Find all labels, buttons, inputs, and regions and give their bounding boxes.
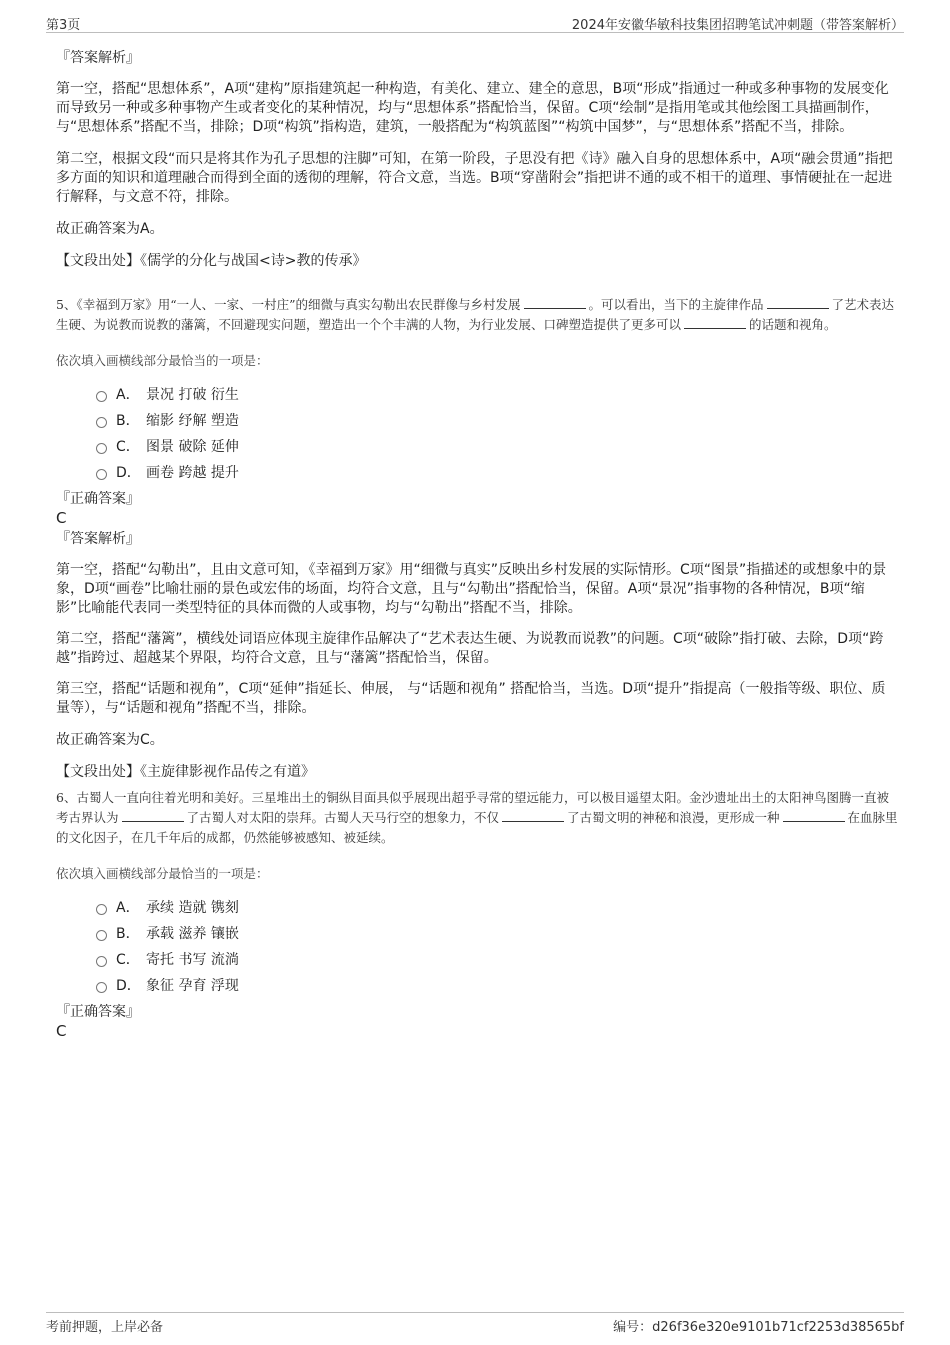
blank (502, 809, 564, 822)
q5-option-d[interactable]: D． 画卷 跨越 提升 (96, 459, 898, 485)
q6-option-d[interactable]: D． 象征 孕育 浮现 (96, 972, 898, 998)
q6-correct-label: 『正确答案』 (56, 1004, 140, 1020)
q5-correct-answer: C (56, 509, 67, 527)
q5-source: 【文段出处】《主旋律影视作品传之有道》 (56, 764, 315, 780)
document-id: 编号：d26f36e320e9101b71cf2253d38565bf (613, 1320, 904, 1335)
q5-options (96, 381, 898, 485)
radio-icon[interactable] (96, 956, 107, 967)
radio-icon[interactable] (96, 982, 107, 993)
q6-option-b[interactable]: B． 承载 滋养 镶嵌 (96, 920, 898, 946)
document-body (56, 48, 898, 1040)
q5-instruction: 依次填入画横线部分最恰当的一项是： (56, 353, 269, 368)
page-header (46, 12, 904, 33)
q4-analysis-p2: 第二空，根据文段“而只是将其作为孔子思想的注脚”可知，在第一阶段，子思没有把《诗》融入自身的思想体系中，A项“融会贯通”指把多方面的知识和道理融合而得到全面的透彻的理解，符合文意，当选。B项“穿凿附会”指把讲不通的或不相干的道理、事情硬扯在一起进行解释，与文意不符，排除。 (56, 151, 893, 205)
footer-slogan: 考前押题，上岸必备 (46, 1320, 164, 1335)
blank (524, 296, 586, 309)
q6-stem: 6、古蜀人一直向往着光明和美好。三星堆出土的铜纵目面具似乎展现出超乎寻常的望远能力，可以极目遥望太阳。金沙遗址出土的太阳神鸟图腾一直被考古界认为 了古蜀人对太阳的崇拜。古蜀人天马行空的想象力，不仅 了古蜀文明的神秘和浪漫，更形成一种 在血脉里的文化因子，在几千年后的成都，仍然能够被感知、被延续。 (56, 790, 898, 845)
q4-analysis-p1: 第一空，搭配“思想体系”，A项“建构”原指建筑起一种构造，有美化、建立、建全的意思，B项“形成”指通过一种或多种事物的发展变化而导致另一种或多种事物产生或者变化的某种情况，均与“思想体系”搭配恰当，保留。C项“绘制”是指用笔或其他绘图工具描画制作，与“思想体系”搭配不当，排除；D项“构筑”指构造，建筑，一般搭配为“构筑蓝图”“构筑中国梦”，与“思想体系”搭配不当，排除。 (56, 81, 889, 135)
q5-option-b[interactable]: B． 缩影 纾解 塑造 (96, 407, 898, 433)
radio-icon[interactable] (96, 469, 107, 480)
radio-icon[interactable] (96, 443, 107, 454)
radio-icon[interactable] (96, 391, 107, 402)
q6-option-c[interactable]: C． 寄托 书写 流淌 (96, 946, 898, 972)
q5-analysis-label: 『答案解析』 (56, 531, 140, 547)
blank (783, 809, 845, 822)
q6-options (96, 894, 898, 998)
blank (684, 316, 746, 329)
q5-option-c[interactable]: C． 图景 破除 延伸 (96, 433, 898, 459)
blank (122, 809, 184, 822)
document-title: 2024年安徽华敏科技集团招聘笔试冲刺题（带答案解析） (571, 18, 904, 33)
q4-conclusion: 故正确答案为A。 (56, 221, 164, 237)
q6-option-a[interactable]: A． 承续 造就 镌刻 (96, 894, 898, 920)
q5-stem: 5、《幸福到万家》用“一人、一家、一村庄”的细微与真实勾勒出农民群像与乡村发展 。可以看出，当下的主旋律作品 了艺术表达生硬、为说教而说教的藩篱，不回避现实问题，塑造出一个个丰满的人物，为行业发展、口碑塑造提供了更多可以 的话题和视角。 (56, 297, 895, 332)
q5-option-a[interactable]: A． 景况 打破 衍生 (96, 381, 898, 407)
q5-analysis-p2: 第二空，搭配“藩篱”，横线处词语应体现主旋律作品解决了“艺术表达生硬、为说教而说教”的问题。C项“破除”指打破、去除，D项“跨越”指跨过、超越某个界限，均符合文意，且与“藩篱”搭配恰当，保留。 (56, 631, 884, 666)
q6-instruction: 依次填入画横线部分最恰当的一项是： (56, 866, 269, 881)
q5-correct-label: 『正确答案』 (56, 491, 140, 507)
radio-icon[interactable] (96, 417, 107, 428)
blank (767, 296, 829, 309)
radio-icon[interactable] (96, 904, 107, 915)
q4-analysis-label: 『答案解析』 (56, 50, 140, 66)
q5-analysis-p3: 第三空，搭配“话题和视角”，C项“延伸”指延长、伸展， 与“话题和视角” 搭配恰当，当选。D项“提升”指提高（一般指等级、职位、质量等），与“话题和视角”搭配不当，排除。 (56, 681, 886, 716)
radio-icon[interactable] (96, 930, 107, 941)
q5-conclusion: 故正确答案为C。 (56, 732, 164, 748)
page-number: 第3页 (46, 18, 81, 33)
q4-source: 【文段出处】《儒学的分化与战国<诗>教的传承》 (56, 253, 367, 269)
page-footer (46, 1312, 904, 1333)
q5-analysis-p1: 第一空，搭配“勾勒出”，且由文意可知，《幸福到万家》用“细微与真实”反映出乡村发展的实际情形。C项“图景”指描述的或想象中的景象，D项“画卷”比喻壮丽的景色或宏伟的场面，均符合文意，且与“勾勒出”搭配恰当，保留。A项“景况”指事物的各种情况，B项“缩影”比喻能代表同一类型特征的具体而微的人或事物，均与“勾勒出”搭配不当，排除。 (56, 562, 887, 616)
q6-correct-answer: C (56, 1022, 67, 1040)
